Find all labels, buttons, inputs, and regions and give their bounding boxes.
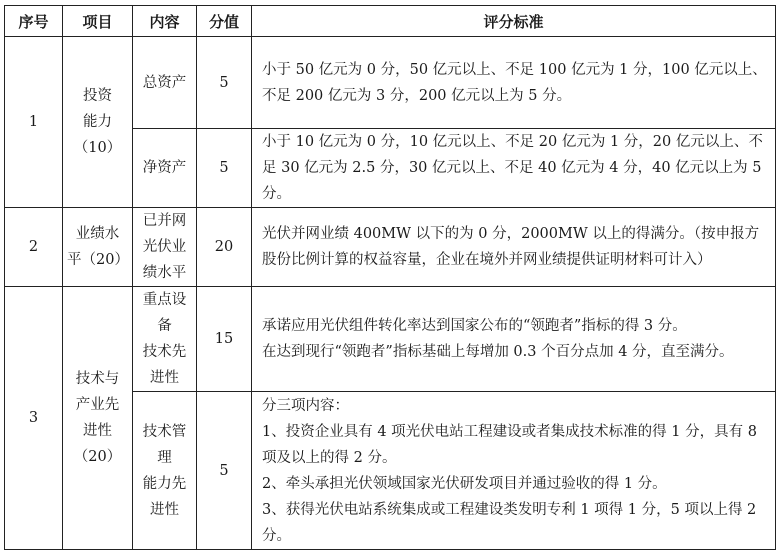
content-line: 技术管 <box>142 423 187 440</box>
criteria-cell <box>252 129 776 208</box>
item-cell <box>63 287 133 550</box>
content-line: 备 <box>157 318 172 334</box>
header-row <box>5 6 776 37</box>
item-line: （20） <box>73 449 122 465</box>
table-row <box>5 287 776 392</box>
seq-cell <box>5 208 63 287</box>
scoring-table-wrapper <box>4 5 776 550</box>
seq-cell <box>5 37 63 208</box>
content-line: 进性 <box>150 370 179 386</box>
content-line: 进性 <box>150 501 179 518</box>
criteria-text: 3、获得光伏电站系统集成或工程建设类发明专利 1 项得 1 分，5 项以上得 2 分。 <box>262 501 757 544</box>
score-cell <box>197 287 252 392</box>
seq-cell <box>5 287 63 550</box>
score-value: 5 <box>219 74 229 91</box>
item-line: 业绩水 <box>75 226 120 242</box>
header-score: 分值 <box>197 6 252 37</box>
content-line: 理 <box>157 449 172 466</box>
score-cell <box>197 208 252 287</box>
content-line: 能力先 <box>142 475 187 492</box>
scoring-table <box>4 5 776 550</box>
content-line: 光伏业 <box>142 239 187 255</box>
content-line: 技术先 <box>142 344 187 360</box>
criteria-text: 承诺应用光伏组件转化率达到国家公布的“领跑者”指标的得 3 分。 <box>262 318 687 334</box>
header-item: 项目 <box>63 6 133 37</box>
item-line: 平（20） <box>67 252 129 268</box>
criteria-text: 小于 10 亿元为 0 分，10 亿元以上、不足 20 亿元为 1 分，20 亿元以上、不足 30 亿元为 2.5 分，30 亿元以上、不足 40 亿元为 4 分，40 亿元以上为 5 分。 <box>262 134 763 202</box>
score-value: 20 <box>214 239 234 255</box>
item-line: 技术与 <box>75 371 120 387</box>
criteria-text: 1、投资企业具有 4 项光伏电站工程建设或者集成技术标准的得 1 分，具有 8 项及以上的得 2 分。 <box>262 423 757 466</box>
criteria-cell <box>252 37 776 129</box>
item-line: 进性 <box>83 423 112 439</box>
score-value: 15 <box>214 331 234 347</box>
criteria-cell <box>252 392 776 550</box>
table-row <box>5 208 776 287</box>
score-cell <box>197 129 252 208</box>
score-cell <box>197 37 252 129</box>
content-cell <box>133 392 197 550</box>
content-cell <box>133 37 197 129</box>
criteria-text: 小于 50 亿元为 0 分，50 亿元以上、不足 100 亿元为 1 分，100 亿元以上、不足 200 亿元为 3 分，200 亿元以上为 5 分。 <box>262 61 767 104</box>
seq-number: 1 <box>28 114 39 130</box>
content-cell <box>133 208 197 287</box>
content-cell <box>133 287 197 392</box>
criteria-text: 分三项内容： <box>262 397 349 414</box>
content-line: 净资产 <box>142 160 187 176</box>
criteria-cell <box>252 208 776 287</box>
item-line: 能力 <box>83 114 112 130</box>
content-line: 绩水平 <box>142 265 187 281</box>
item-line: 投资 <box>83 88 112 104</box>
content-line: 总资产 <box>142 74 187 91</box>
item-line: （10） <box>73 140 122 156</box>
header-criteria: 评分标准 <box>252 6 776 37</box>
item-cell <box>63 37 133 208</box>
score-value: 5 <box>219 462 229 479</box>
criteria-text: 在达到现行“领跑者”指标基础上每增加 0.3 个百分点加 4 分，直至满分。 <box>262 344 734 360</box>
seq-number: 2 <box>28 239 39 255</box>
score-cell <box>197 392 252 550</box>
score-value: 5 <box>219 160 229 176</box>
content-cell <box>133 129 197 208</box>
content-line: 已并网 <box>142 213 187 229</box>
criteria-cell <box>252 287 776 392</box>
content-line: 重点设 <box>142 292 187 308</box>
table-row <box>5 37 776 129</box>
criteria-text: 2、牵头承担光伏领域国家光伏研发项目并通过验收的得 1 分。 <box>262 475 667 492</box>
item-line: 产业先 <box>75 397 120 413</box>
header-seq: 序号 <box>5 6 63 37</box>
header-content: 内容 <box>133 6 197 37</box>
item-cell <box>63 208 133 287</box>
seq-number: 3 <box>28 410 39 426</box>
criteria-text: 光伏并网业绩 400MW 以下的为 0 分，2000MW 以上的得满分。（按申报方股份比例计算的权益容量，企业在境外并网业绩提供证明材料可计入） <box>262 226 760 268</box>
